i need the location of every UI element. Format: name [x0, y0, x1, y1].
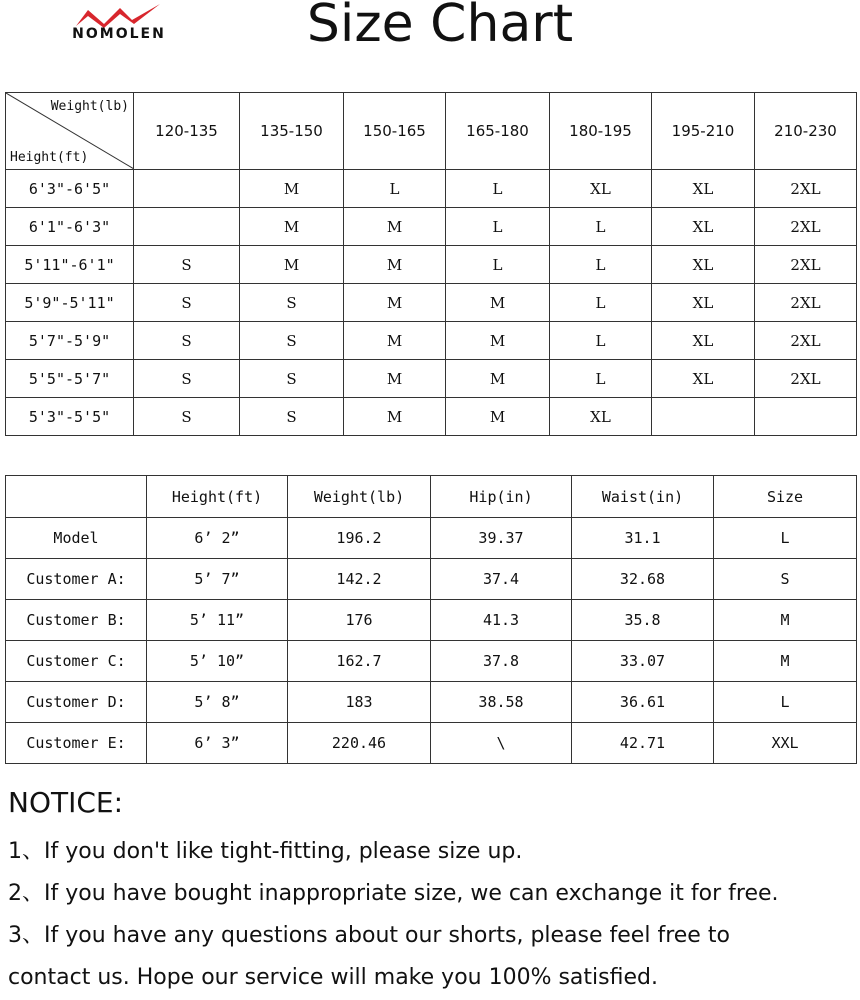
- model-table-header: Height(ft): [147, 476, 288, 518]
- size-cell: 2XL: [755, 322, 857, 360]
- model-table-body: [6, 518, 857, 764]
- notice-line: 2、If you have bought inappropriate size, we can exchange it for free.: [8, 881, 779, 906]
- model-table-header: [6, 476, 147, 518]
- weight-cell: 176: [288, 600, 431, 641]
- waist-cell: 42.71: [572, 723, 714, 764]
- notice-line: 1、If you don't like tight-fitting, please size up.: [8, 839, 523, 864]
- size-cell: S: [240, 398, 344, 436]
- size-cell: XL: [652, 170, 755, 208]
- size-cell: XL: [652, 322, 755, 360]
- hip-cell: \: [431, 723, 572, 764]
- size-cell: XL: [652, 360, 755, 398]
- size-cell: XXL: [714, 723, 857, 764]
- size-cell: S: [134, 284, 240, 322]
- size-cell: M: [344, 246, 446, 284]
- size-cell: L: [714, 518, 857, 559]
- size-cell: XL: [550, 398, 652, 436]
- size-cell: L: [446, 246, 550, 284]
- weight-range-header: 165-180: [446, 93, 550, 170]
- person-label-cell: Model: [6, 518, 147, 559]
- size-cell: S: [134, 246, 240, 284]
- height-cell: 5’ 8”: [147, 682, 288, 723]
- size-cell: S: [714, 559, 857, 600]
- size-cell: XL: [550, 170, 652, 208]
- hip-cell: 37.8: [431, 641, 572, 682]
- size-cell: 2XL: [755, 208, 857, 246]
- weight-cell: 142.2: [288, 559, 431, 600]
- size-cell: L: [446, 208, 550, 246]
- size-cell: L: [550, 284, 652, 322]
- size-cell: M: [714, 600, 857, 641]
- model-table-header-row: [6, 476, 857, 518]
- size-table-header-row: [6, 93, 857, 170]
- height-cell: 5’ 7”: [147, 559, 288, 600]
- size-table-row: [6, 208, 857, 246]
- size-cell: 2XL: [755, 170, 857, 208]
- size-cell: M: [446, 398, 550, 436]
- size-cell: L: [446, 170, 550, 208]
- person-label-cell: Customer B:: [6, 600, 147, 641]
- height-cell: 5’ 11”: [147, 600, 288, 641]
- brand-logo: [34, 0, 204, 48]
- height-cell: 5’ 10”: [147, 641, 288, 682]
- size-cell: M: [344, 360, 446, 398]
- size-table-body: [6, 170, 857, 436]
- size-table-row: [6, 322, 857, 360]
- size-table-row: [6, 246, 857, 284]
- size-cell: 2XL: [755, 246, 857, 284]
- size-cell: S: [134, 322, 240, 360]
- weight-range-header: 135-150: [240, 93, 344, 170]
- height-range-cell: 5'7"-5'9": [6, 322, 134, 360]
- height-range-cell: 5'11"-6'1": [6, 246, 134, 284]
- weight-range-header: 195-210: [652, 93, 755, 170]
- size-table-row: [6, 284, 857, 322]
- model-table-row: [6, 682, 857, 723]
- height-range-cell: 6'3"-6'5": [6, 170, 134, 208]
- corner-weight-label: Weight(lb): [50, 99, 129, 114]
- model-measurements-table: [5, 475, 857, 764]
- size-cell: L: [550, 208, 652, 246]
- size-table-corner-cell: [6, 93, 134, 170]
- weight-range-header: 180-195: [550, 93, 652, 170]
- notice-title: NOTICE:: [8, 786, 124, 819]
- model-table-row: [6, 600, 857, 641]
- size-table-row: [6, 170, 857, 208]
- weight-range-header: 120-135: [134, 93, 240, 170]
- size-cell: [134, 170, 240, 208]
- person-label-cell: Customer E:: [6, 723, 147, 764]
- size-chart-table: [5, 92, 857, 436]
- notice-section: [8, 786, 858, 999]
- size-cell: L: [714, 682, 857, 723]
- model-table-row: [6, 559, 857, 600]
- size-cell: 2XL: [755, 284, 857, 322]
- logo-text: NOMOLEN: [72, 26, 166, 42]
- size-cell: L: [550, 322, 652, 360]
- model-table-header: Weight(lb): [288, 476, 431, 518]
- weight-cell: 196.2: [288, 518, 431, 559]
- weight-cell: 220.46: [288, 723, 431, 764]
- size-cell: S: [240, 360, 344, 398]
- size-cell: M: [240, 208, 344, 246]
- size-cell: [755, 398, 857, 436]
- size-cell: [134, 208, 240, 246]
- size-cell: S: [240, 284, 344, 322]
- corner-height-label: Height(ft): [10, 150, 89, 165]
- weight-range-header: 150-165: [344, 93, 446, 170]
- height-cell: 6’ 3”: [147, 723, 288, 764]
- size-cell: S: [134, 360, 240, 398]
- size-cell: M: [344, 398, 446, 436]
- size-cell: S: [134, 398, 240, 436]
- model-table-row: [6, 723, 857, 764]
- size-cell: M: [240, 170, 344, 208]
- person-label-cell: Customer A:: [6, 559, 147, 600]
- size-table-row: [6, 398, 857, 436]
- waist-cell: 31.1: [572, 518, 714, 559]
- waist-cell: 32.68: [572, 559, 714, 600]
- size-table-row: [6, 360, 857, 398]
- size-cell: M: [446, 360, 550, 398]
- size-cell: M: [344, 284, 446, 322]
- size-cell: XL: [652, 208, 755, 246]
- waist-cell: 36.61: [572, 682, 714, 723]
- size-cell: 2XL: [755, 360, 857, 398]
- weight-range-header: 210-230: [755, 93, 857, 170]
- height-range-cell: 6'1"-6'3": [6, 208, 134, 246]
- model-table-row: [6, 518, 857, 559]
- hip-cell: 41.3: [431, 600, 572, 641]
- height-range-cell: 5'9"-5'11": [6, 284, 134, 322]
- size-cell: M: [714, 641, 857, 682]
- notice-line: 3、If you have any questions about our shorts, please feel free to: [8, 923, 730, 948]
- person-label-cell: Customer D:: [6, 682, 147, 723]
- person-label-cell: Customer C:: [6, 641, 147, 682]
- model-table-header: Waist(in): [572, 476, 714, 518]
- model-table-header: Hip(in): [431, 476, 572, 518]
- height-range-cell: 5'5"-5'7": [6, 360, 134, 398]
- size-cell: M: [240, 246, 344, 284]
- waist-cell: 33.07: [572, 641, 714, 682]
- size-cell: L: [550, 246, 652, 284]
- page-title: Size Chart: [306, 0, 574, 54]
- notice-line: contact us. Hope our service will make you 100% satisfied.: [8, 965, 658, 990]
- size-cell: L: [344, 170, 446, 208]
- size-cell: M: [344, 208, 446, 246]
- hip-cell: 38.58: [431, 682, 572, 723]
- weight-cell: 183: [288, 682, 431, 723]
- hip-cell: 37.4: [431, 559, 572, 600]
- model-table-row: [6, 641, 857, 682]
- size-cell: [652, 398, 755, 436]
- model-table-header: Size: [714, 476, 857, 518]
- logo-swoosh-icon: [74, 2, 164, 28]
- size-cell: M: [344, 322, 446, 360]
- size-cell: M: [446, 322, 550, 360]
- size-cell: L: [550, 360, 652, 398]
- height-range-cell: 5'3"-5'5": [6, 398, 134, 436]
- height-cell: 6’ 2”: [147, 518, 288, 559]
- size-cell: XL: [652, 284, 755, 322]
- weight-cell: 162.7: [288, 641, 431, 682]
- hip-cell: 39.37: [431, 518, 572, 559]
- waist-cell: 35.8: [572, 600, 714, 641]
- size-cell: XL: [652, 246, 755, 284]
- size-cell: S: [240, 322, 344, 360]
- size-cell: M: [446, 284, 550, 322]
